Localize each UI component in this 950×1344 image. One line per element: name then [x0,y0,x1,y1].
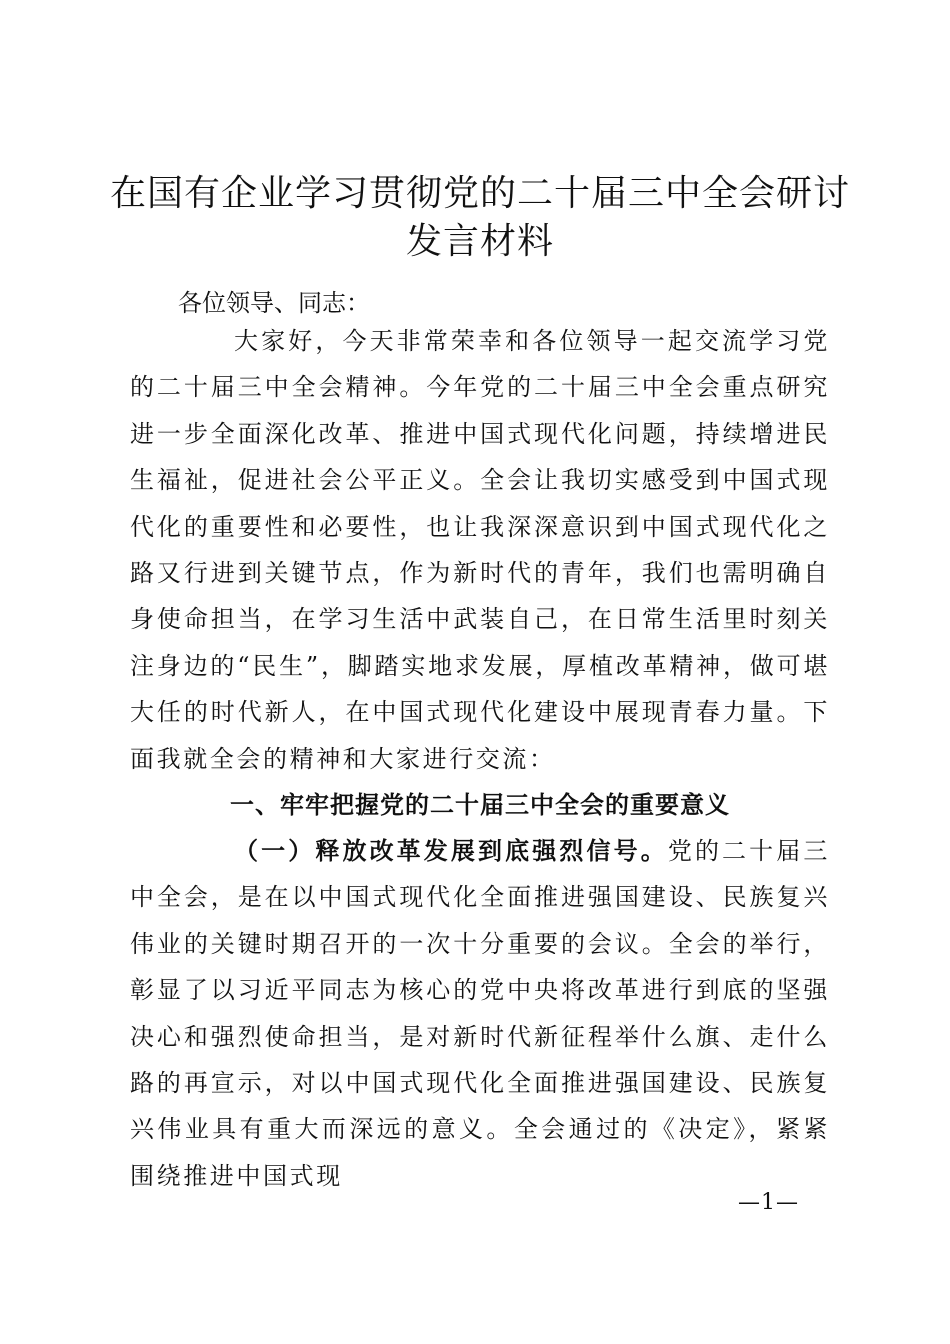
sub-paragraph-text: 党的二十届三中全会，是在以中国式现代化全面推进强国建设、民族复兴伟业的关键时期召开的一次十分重要的会议。全会的举行，彰显了以习近平同志为核心的党中央将改革进行到底的坚强决心和强烈使命担当，是对新时代新征程举什么旗、走什么路的再宣示，对以中国式现代化全面推进强国建设、民族复兴伟业具有重大而深远的意义。全会通过的《决定》，紧紧围绕推进中国式现 [130,837,830,1190]
section-heading: 一、牢牢把握党的二十届三中全会的重要意义 [230,791,730,819]
sub-heading: （一）释放改革发展到底强烈信号。 [234,836,668,865]
intro-paragraph: 大家好，今天非常荣幸和各位领导一起交流学习党的二十届三中全会精神。今年党的二十届三中全会重点研究进一步全面深化改革、推进中国式现代化问题，持续增进民生福祉，促进社会公平正义。全会让我切实感受到中国式现代化的重要性和必要性，也让我深深意识到中国式现代化之路又行进到关键节点，作为新时代的青年，我们也需明确自身使命担当，在学习生活中武装自己，在日常生活里时刻关注身边的“民生”，脚踏实地求发展，厚植改革精神，做可堪大任的时代新人，在中国式现代化建设中展现青春力量。下面我就全会的精神和大家进行交流： [130,327,830,773]
section-paragraph [130,828,830,1199]
document-title: 在国有企业学习贯彻党的二十届三中全会研讨发言材料 [109,173,850,262]
page-number: —1— [738,1190,799,1215]
salutation: 各位领导、同志： [178,289,370,317]
